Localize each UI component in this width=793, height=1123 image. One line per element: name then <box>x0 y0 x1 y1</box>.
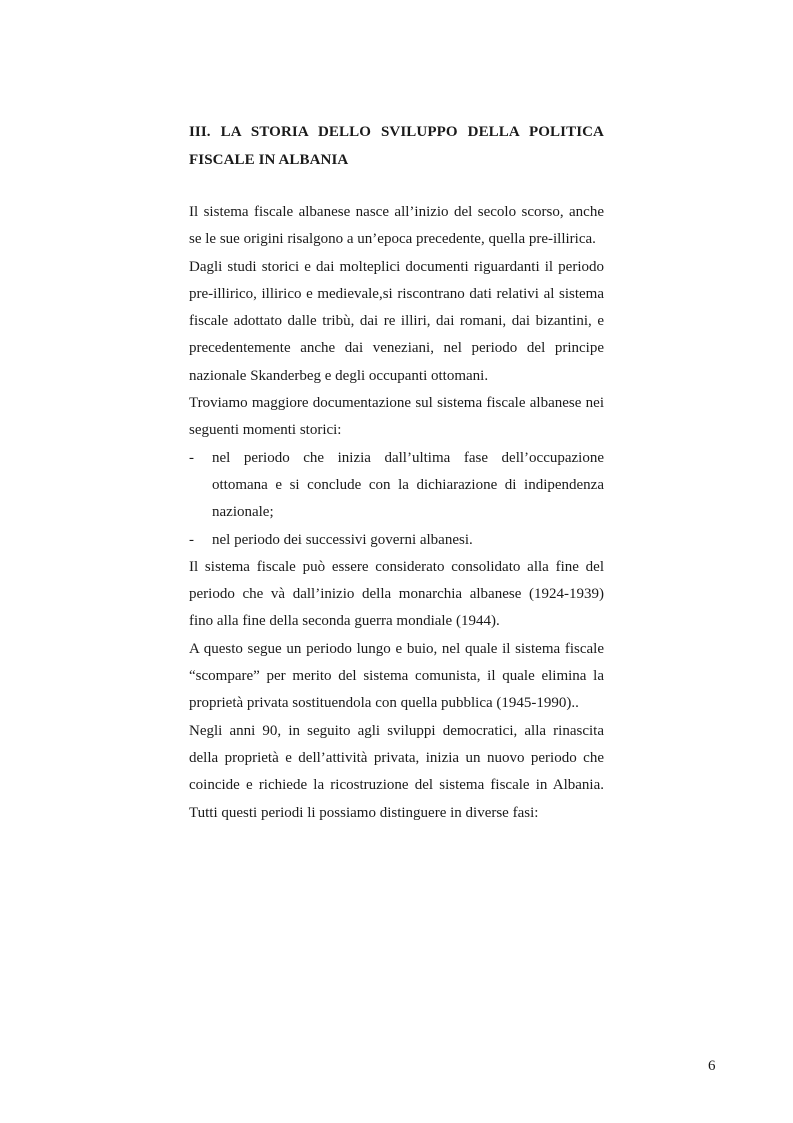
paragraph-nineties: Negli anni 90, in seguito agli sviluppi democratici, alla rinascita della proprietà e dell’attività privata, inizia un nuovo periodo che coincide e richiede la ricostruzione del sistema fiscale in Albania. Tutti questi periodi li possiamo distinguere in diverse fasi: <box>189 722 604 821</box>
list-dash: - <box>189 449 194 466</box>
historical-periods-list <box>189 445 604 554</box>
paragraph-historical-studies: Dagli studi storici e dai molteplici documenti riguardanti il periodo pre-illirico, illirico e medievale,si riscontrano dati relativi al sistema fiscale adottato dalle tribù, dai re illiri, dai romani, dai bizantini, e precedentemente anche dai veneziani, nel periodo del principe nazionale Skanderbeg e degli occupanti ottomani. <box>189 258 604 384</box>
list-dash: - <box>189 531 194 548</box>
paragraph-origins: Il sistema fiscale albanese nasce all’inizio del secolo scorso, anche se le sue origini risalgono a un’epoca precedente, quella pre-illirica. <box>189 204 604 248</box>
chapter-heading: III. LA STORIA DELLO SVILUPPO DELLA POLITICA FISCALE IN ALBANIA <box>189 124 604 168</box>
list-item <box>189 527 604 554</box>
list-item-text: nel periodo che inizia dall’ultima fase dell’occupazione ottomana e si conclude con la dichiarazione di indipendenza nazionale; <box>212 449 604 521</box>
page-content <box>189 118 604 827</box>
list-item <box>189 445 604 527</box>
paragraph-consolidation: Il sistema fiscale può essere considerato consolidato alla fine del periodo che và dall’inizio della monarchia albanese (1924-1939) fino alla fine della seconda guerra mondiale (1944). <box>189 558 604 630</box>
paragraph-documentation: Troviamo maggiore documentazione sul sistema fiscale albanese nei seguenti momenti storici: <box>189 395 604 439</box>
paragraph-communist-period: A questo segue un periodo lungo e buio, nel quale il sistema fiscale “scompare” per merito del sistema comunista, il quale elimina la proprietà privata sostituendola con quella pubblica (1945-1990).. <box>189 640 604 712</box>
list-item-text: nel periodo dei successivi governi albanesi. <box>212 531 473 548</box>
page-number: 6 <box>708 1058 716 1074</box>
